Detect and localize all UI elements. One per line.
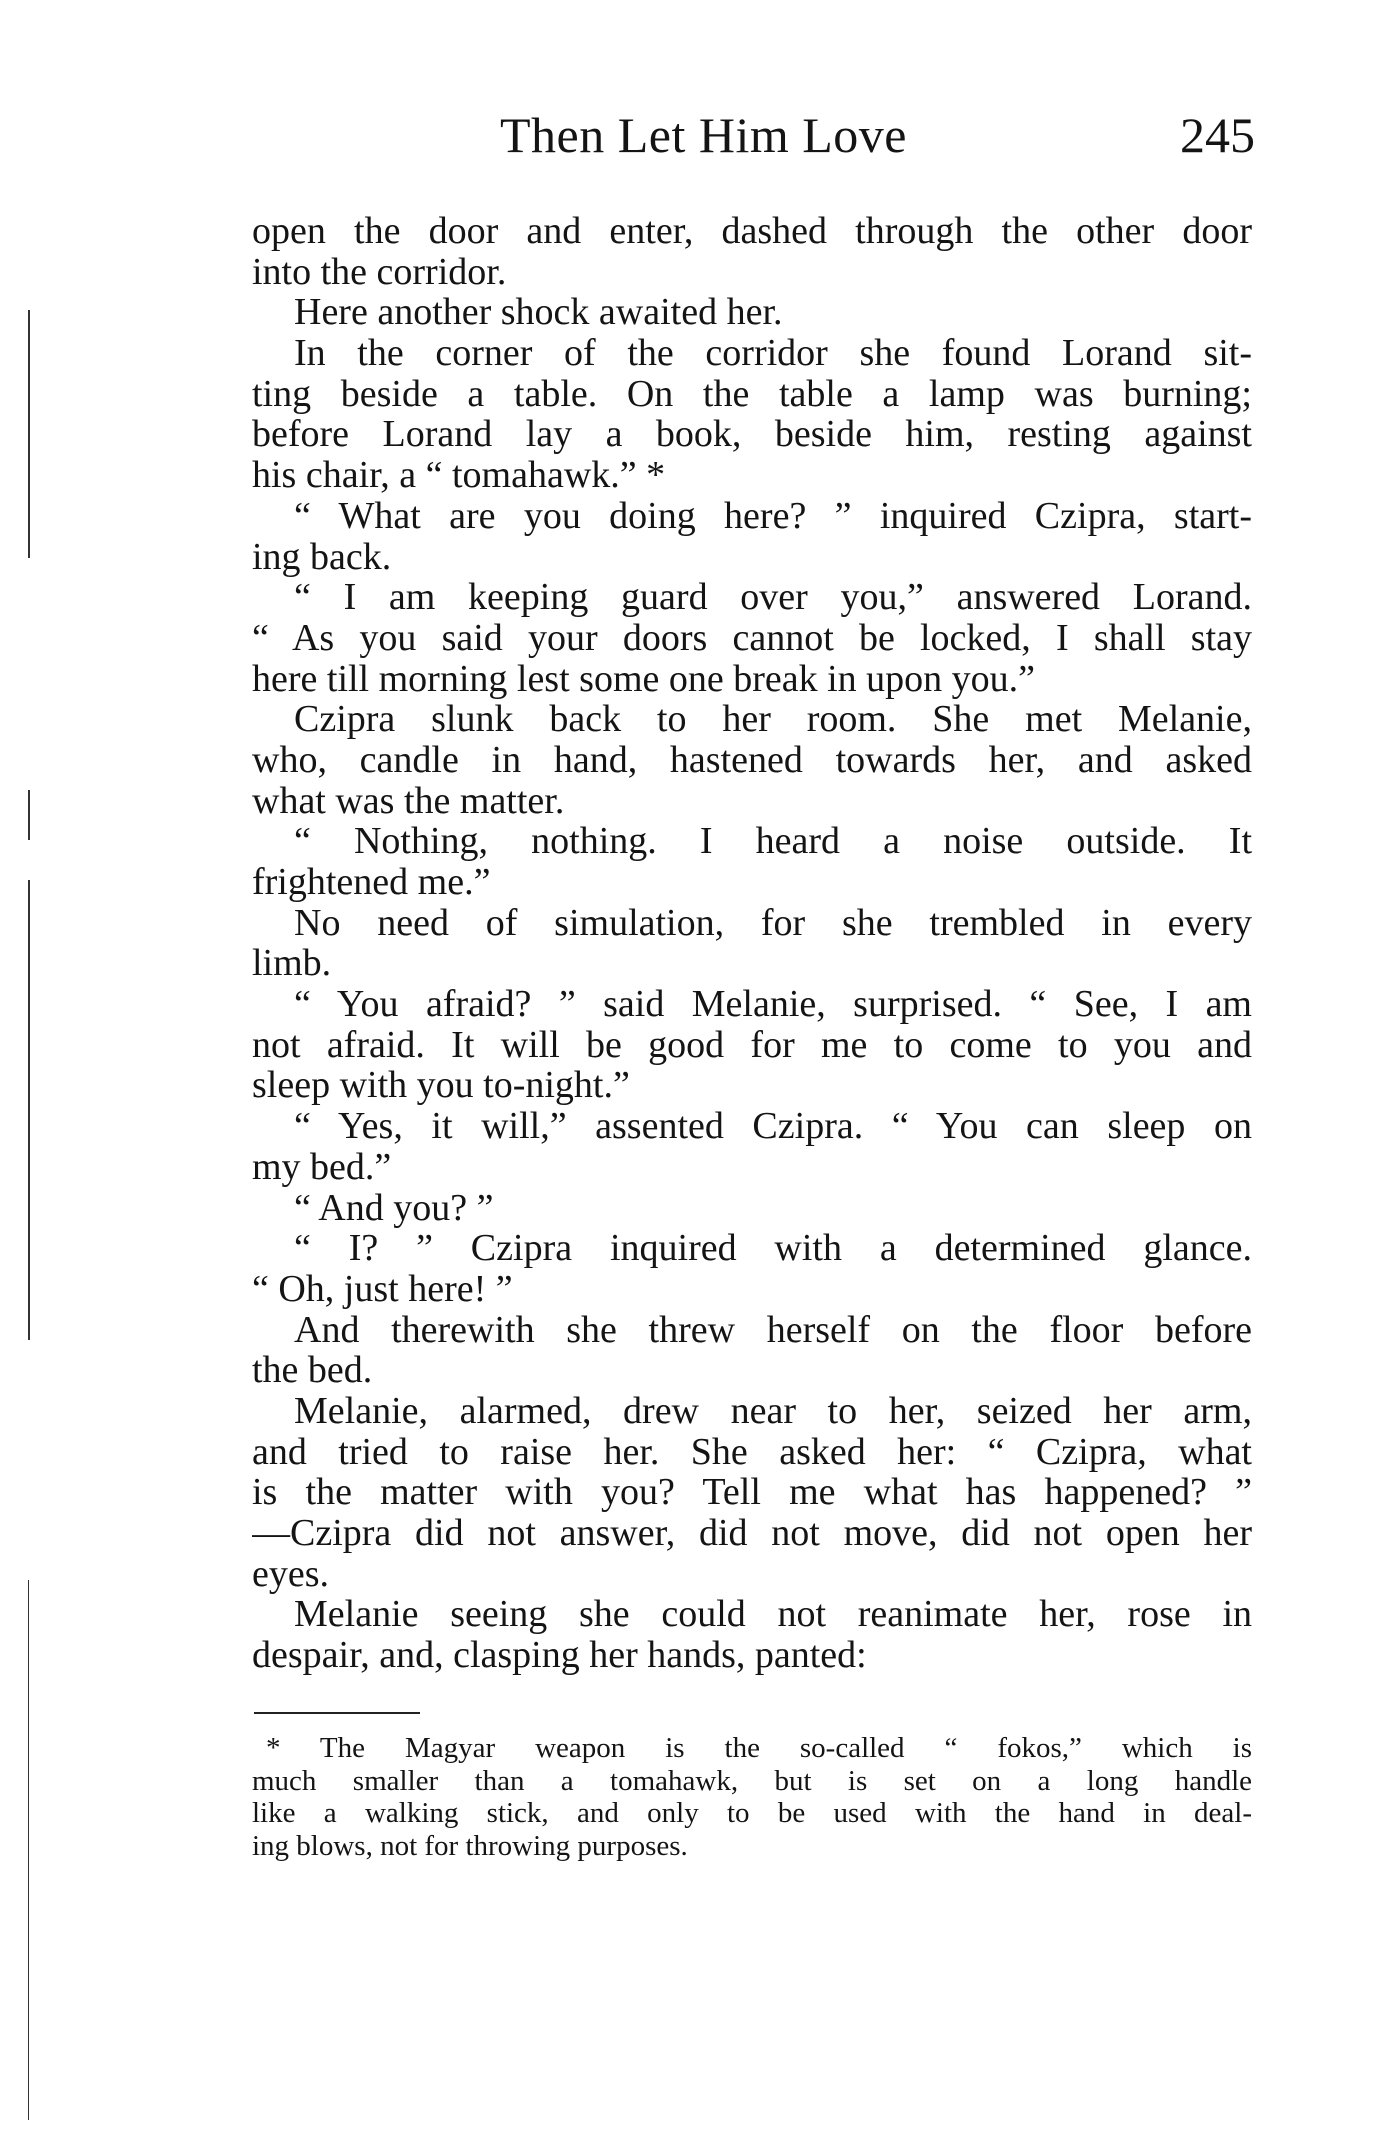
text-line: frightened me.” [252, 861, 491, 903]
text-line: and tried to raise her. She asked her: “ Czipra, what [252, 1431, 1252, 1473]
text-line: the bed. [252, 1349, 373, 1392]
text-line: open the door and enter, dashed through the other door [252, 211, 1252, 252]
text-line: my bed.” [252, 1145, 392, 1188]
text-line: “ As you said your doors cannot be locked, I shall stay [252, 617, 1252, 659]
scan-margin-mark [28, 880, 30, 1340]
page-header [250, 106, 1255, 166]
text-line: —Czipra did not answer, did not move, did not open her [252, 1513, 1252, 1554]
text-line: Here another shock awaited her. [294, 291, 783, 334]
running-title: Then Let Him Love [500, 107, 907, 163]
text-line: despair, and, clasping her hands, panted: [252, 1634, 867, 1677]
text-line: Czipra slunk back to her room. She met Melanie, [294, 699, 1252, 740]
text-line: No need of simulation, for she trembled in every [294, 902, 1252, 944]
text-line: “ I am keeping guard over you,” answered Lorand. [294, 577, 1252, 618]
text-line: his chair, a “ tomahawk.” * [252, 454, 666, 497]
text-line: ting beside a table. On the table a lamp was burning; [252, 373, 1252, 415]
text-line: ing back. [252, 535, 392, 578]
text-line: “ Oh, just here! ” [252, 1267, 513, 1310]
scan-margin-mark [28, 790, 30, 840]
text-line: sleep with you to-night.” [252, 1064, 630, 1107]
body-text [252, 211, 1252, 1676]
text-line: “ Yes, it will,” assented Czipra. “ You can sleep on [294, 1106, 1252, 1147]
text-line: is the matter with you? Tell me what has happened? ” [252, 1472, 1252, 1513]
text-line: eyes. [252, 1552, 330, 1595]
text-line: In the corner of the corridor she found Lorand sit- [294, 333, 1252, 374]
text-line: not afraid. It will be good for me to come to you and [252, 1024, 1252, 1066]
text-line: “ Nothing, nothing. I heard a noise outside. It [294, 821, 1252, 862]
text-line: “ What are you doing here? ” inquired Czipra, start- [294, 495, 1252, 537]
footnote-divider [254, 1712, 420, 1714]
scan-margin-mark [28, 310, 30, 558]
scan-margin-mark [28, 1580, 29, 2120]
text-line: “ You afraid? ” said Melanie, surprised. “ See, I am [294, 984, 1252, 1025]
text-line: what was the matter. [252, 779, 565, 822]
text-line: into the corridor. [252, 250, 507, 293]
footnote-line: much smaller than a tomahawk, but is set on a long handle [252, 1764, 1252, 1797]
text-line: Melanie, alarmed, drew near to her, seized her arm, [294, 1390, 1252, 1432]
text-line: limb. [252, 942, 332, 985]
text-line: who, candle in hand, hastened towards her, and asked [252, 739, 1252, 781]
page-number: 245 [1180, 107, 1255, 163]
footnote-line: * The Magyar weapon is the so-called “ fokos,” which is [266, 1732, 1252, 1764]
footnote [252, 1732, 1252, 1862]
text-line: Melanie seeing she could not reanimate her, rose in [294, 1594, 1252, 1636]
text-line: “ I? ” Czipra inquired with a determined glance. [294, 1228, 1252, 1269]
text-line: “ And you? ” [294, 1186, 494, 1229]
footnote-line: ing blows, not for throwing purposes. [252, 1829, 688, 1862]
text-line: And therewith she threw herself on the floor before [294, 1309, 1252, 1351]
text-line: here till morning lest some one break in upon you.” [252, 657, 1036, 700]
footnote-line: like a walking stick, and only to be used with the hand in deal- [252, 1797, 1252, 1829]
text-line: before Lorand lay a book, beside him, resting against [252, 414, 1252, 456]
